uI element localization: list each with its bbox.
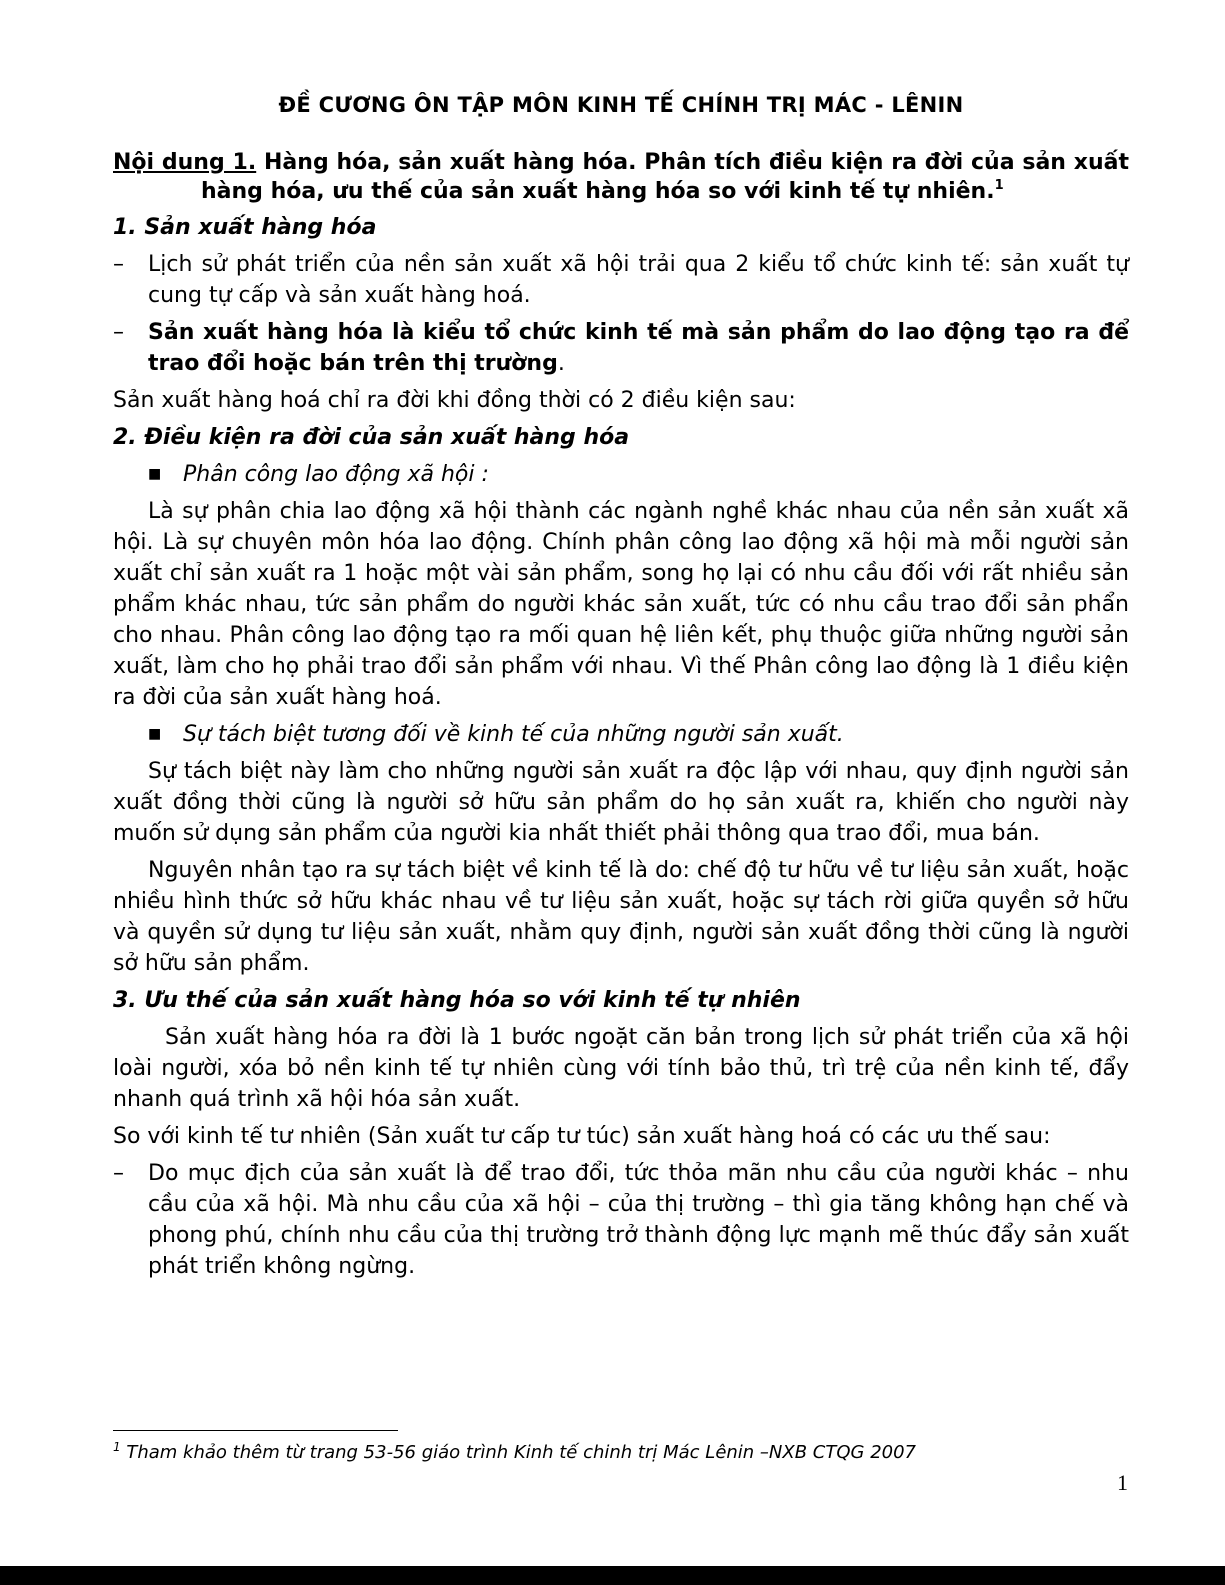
list-item-text: Do mục địch của sản xuất là để trao đổi, tức thỏa mãn nhu cầu của người khác – nhu cầu của xã hội. Mà nhu cầu của xã hội – của thị trường – thì gia tăng không hạn chế và phong phú, chính nhu cầu của thị trường trở thành động lực mạnh mẽ thúc đẩy sản xuất phát triển không ngừng. xyxy=(148,1161,1129,1279)
bullet-text: Phân công lao động xã hội : xyxy=(183,462,489,487)
list-item xyxy=(113,317,1129,379)
section-2-heading: 2. Điều kiện ra đời của sản xuất hàng hóa xyxy=(113,425,630,450)
list-item xyxy=(113,1158,1129,1282)
footnote-number: 1 xyxy=(113,1440,121,1454)
square-bullet-icon: ■ xyxy=(148,466,162,482)
dash-marker: – xyxy=(113,252,124,277)
dash-marker: – xyxy=(113,320,124,345)
bottom-border-bar xyxy=(0,1566,1225,1585)
section-1-heading: 1. Sản xuất hàng hóa xyxy=(113,215,377,240)
list-item xyxy=(113,249,1129,311)
paragraph: Sản xuất hàng hóa ra đời là 1 bước ngoặt căn bản trong lịch sử phát triển của xã hội loài người, xóa bỏ nền kinh tế tự nhiên cùng với tính bảo thủ, trì trệ của nền kinh tế, đẩy nhanh quá trình xã hội hóa sản xuất. xyxy=(113,1025,1129,1112)
footnote-reference[interactable]: 1 xyxy=(994,178,1004,193)
definition-text: Sản xuất hàng hóa là kiểu tổ chức kinh tế mà sản phẩm do lao động tạo ra để trao đổi hoặc bán trên thị trường xyxy=(148,320,1129,376)
paragraph: Là sự phân chia lao động xã hội thành các ngành nghề khác nhau của nền sản xuất xã hội. Là sự chuyên môn hóa lao động. Chính phân công lao động xã hội mà mỗi người sản xuất chỉ sản xuất ra 1 hoặc một vài sản phẩm, song họ lại có nhu cầu đối với rất nhiều sản phẩm khác nhau, tức sản phẩm do người khác sản xuất, tức có nhu cầu trao đổi sản phẩn cho nhau. Phân công lao động tạo ra mối quan hệ liên kết, phụ thuộc giữa những người sản xuất, làm cho họ phải trao đổi sản phẩm với nhau. Vì thế Phân công lao động là 1 điều kiện ra đời của sản xuất hàng hoá. xyxy=(113,499,1129,710)
page-number: 1 xyxy=(1117,1470,1128,1495)
bullet-text: Sự tách biệt tương đối về kinh tế của những người sản xuất. xyxy=(183,722,844,747)
square-bullet-icon: ■ xyxy=(148,726,162,742)
topic-heading xyxy=(113,148,1129,206)
paragraph: So với kinh tế tư nhiên (Sản xuất tư cấp tư túc) sản xuất hàng hoá có các ưu thế sau: xyxy=(113,1124,1051,1149)
paragraph: Nguyên nhân tạo ra sự tách biệt về kinh tế là do: chế độ tư hữu về tư liệu sản xuất, hoặc nhiều hình thức sở hữu khác nhau về tư liệu sản xuất, hoặc sự tách rời giữa quyền sở hữu và quyền sử dụng tư liệu sản xuất, nhằm quy định, người sản xuất đồng thời cũng là người sở hữu sản phẩm. xyxy=(113,858,1129,976)
footnote-separator xyxy=(113,1430,398,1431)
document-title: ĐỀ CƯƠNG ÔN TẬP MÔN KINH TẾ CHÍNH TRỊ MÁC - LÊNIN xyxy=(278,93,964,117)
list-item-text: Lịch sử phát triển của nền sản xuất xã hội trải qua 2 kiểu tổ chức kinh tế: sản xuất tự cung tự cấp và sản xuất hàng hoá. xyxy=(148,252,1129,308)
bullet-item xyxy=(113,459,1129,490)
footnote-text: Tham khảo thêm từ trang 53-56 giáo trình Kinh tế chinh trị Mác Lênin –NXB CTQG 2007 xyxy=(120,1442,917,1463)
dash-marker: – xyxy=(113,1161,124,1186)
section-3-heading: 3. Ưu thế của sản xuất hàng hóa so với kinh tế tự nhiên xyxy=(113,988,801,1013)
bullet-item xyxy=(113,719,1129,750)
footnote xyxy=(113,1440,1129,1466)
paragraph: Sự tách biệt này làm cho những người sản xuất ra độc lập với nhau, quy định người sản xuất đồng thời cũng là người sở hữu sản phẩm do họ sản xuất ra, khiến cho người này muốn sử dụng sản phẩm của người kia nhất thiết phải thông qua trao đổi, mua bán. xyxy=(113,759,1129,846)
definition-tail: . xyxy=(557,351,565,376)
topic-text: Hàng hóa, sản xuất hàng hóa. Phân tích điều kiện ra đời của sản xuất hàng hóa, ưu thế của sản xuất hàng hóa so với kinh tế tự nhiên. xyxy=(201,150,1129,204)
paragraph: Sản xuất hàng hoá chỉ ra đời khi đồng thời có 2 điều kiện sau: xyxy=(113,388,796,413)
document-body xyxy=(113,90,1129,1288)
topic-label: Nội dung 1. xyxy=(113,150,257,175)
